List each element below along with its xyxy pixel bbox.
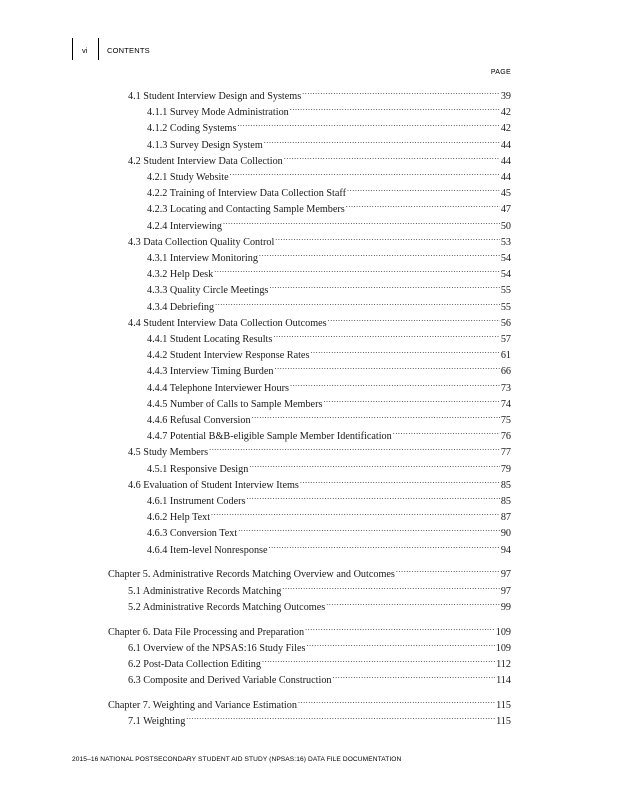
- toc-entry-page: 87: [500, 512, 511, 524]
- toc-entry[interactable]: [147, 456, 511, 475]
- toc-entry[interactable]: [128, 667, 511, 687]
- toc-entry-page: 44: [500, 155, 511, 167]
- toc-entry-page: 54: [500, 253, 511, 264]
- dot-leader: [264, 132, 500, 148]
- dot-leader: [305, 619, 495, 635]
- dot-leader: [211, 504, 500, 520]
- toc-entry-page: 109: [495, 626, 511, 638]
- toc-entry-title: 4.4.1 Student Locating Results: [147, 334, 273, 345]
- toc-entry-page: 57: [500, 334, 511, 345]
- toc-entry-title: 4.3.2 Help Desk: [147, 269, 214, 281]
- dot-leader: [238, 520, 500, 536]
- dot-leader: [326, 594, 500, 610]
- dot-leader: [328, 310, 500, 326]
- toc-entry[interactable]: [147, 504, 511, 524]
- toc-entry-page: 115: [496, 716, 511, 728]
- dot-leader: [246, 488, 499, 504]
- toc-entry-page: 42: [500, 123, 511, 135]
- toc-entry-title: 4.4.3 Interview Timing Burden: [147, 366, 274, 378]
- toc-entry[interactable]: [147, 391, 511, 410]
- toc-entry-title: 4.1.2 Coding Systems: [147, 123, 237, 135]
- dot-leader: [223, 213, 500, 229]
- toc-entry[interactable]: [128, 635, 511, 654]
- toc-entry[interactable]: [147, 407, 511, 426]
- dot-leader: [282, 578, 499, 594]
- toc-entry-title: 5.2 Administrative Records Matching Outcomes: [128, 601, 326, 613]
- dot-leader: [262, 651, 495, 667]
- toc-entry[interactable]: [147, 213, 511, 232]
- dot-leader: [269, 277, 499, 293]
- toc-entry-title: 4.6.3 Conversion Text: [147, 528, 238, 540]
- toc-entry-page: 44: [500, 172, 511, 183]
- toc-entry-title: 4.3.3 Quality Circle Meetings: [147, 285, 269, 297]
- dot-leader: [333, 667, 496, 683]
- toc-entry-page: 75: [500, 415, 511, 426]
- dot-leader: [249, 456, 500, 472]
- toc-entry[interactable]: [147, 520, 511, 540]
- dot-leader: [275, 358, 500, 374]
- toc-entry[interactable]: [147, 180, 511, 200]
- dot-leader: [252, 407, 500, 423]
- toc-entry-title: 4.2.1 Study Website: [147, 172, 229, 183]
- toc-entry-title: 4.4.2 Student Interview Response Rates: [147, 350, 310, 362]
- dot-leader: [214, 261, 500, 277]
- toc-entry-title: Chapter 5. Administrative Records Matching Overview and Outcomes: [108, 569, 395, 581]
- dot-leader: [259, 245, 500, 261]
- toc-entry-title: 4.1 Student Interview Design and Systems: [128, 91, 302, 102]
- toc-entry[interactable]: [128, 439, 511, 459]
- toc-entry-title: 4.4.4 Telephone Interviewer Hours: [147, 382, 289, 394]
- dot-leader: [306, 635, 494, 651]
- toc-entry[interactable]: [147, 132, 511, 151]
- toc-entry[interactable]: [147, 375, 511, 394]
- toc-entry-title: 4.3.4 Debriefing: [147, 301, 215, 313]
- toc-entry[interactable]: [147, 99, 511, 119]
- toc-entry[interactable]: [128, 229, 511, 248]
- toc-entry-title: 4.1.3 Survey Design System: [147, 139, 263, 151]
- dot-leader: [290, 375, 500, 391]
- page-footer: 2015–16 NATIONAL POSTSECONDARY STUDENT AID STUDY (NPSAS:16) DATA FILE DOCUMENTATION: [72, 756, 402, 763]
- toc-entry-page: 77: [500, 447, 511, 459]
- toc-entry[interactable]: [147, 423, 511, 443]
- toc-entry-title: 4.6.4 Item-level Nonresponse: [147, 544, 268, 556]
- toc-entry-page: 54: [500, 269, 511, 281]
- toc-entry-page: 79: [500, 463, 511, 475]
- toc-entry[interactable]: [128, 578, 511, 597]
- dot-leader: [300, 472, 500, 488]
- dot-leader: [237, 115, 499, 131]
- toc-entry-page: 97: [500, 585, 511, 597]
- dot-leader: [310, 342, 499, 358]
- toc-entry-page: 90: [500, 528, 511, 540]
- toc-entry-page: 97: [500, 569, 511, 581]
- toc-chapter-entry[interactable]: [108, 561, 511, 581]
- toc-entry[interactable]: [147, 115, 511, 135]
- toc-entry-title: 4.6.2 Help Text: [147, 512, 211, 524]
- toc-entry-title: Chapter 7. Weighting and Variance Estimation: [108, 700, 297, 711]
- toc-entry-page: 47: [500, 204, 511, 216]
- toc-entry[interactable]: [147, 164, 511, 183]
- toc-entry-page: 114: [496, 675, 511, 687]
- dot-leader: [290, 99, 500, 115]
- dot-leader: [298, 692, 495, 708]
- toc-chapter-entry[interactable]: [108, 619, 511, 638]
- toc-entry[interactable]: [147, 358, 511, 378]
- toc-entry[interactable]: [147, 488, 511, 507]
- toc-entry-title: 4.5.1 Responsive Design: [147, 463, 249, 475]
- toc-entry-title: 4.2.2 Training of Interview Data Collection Staff: [147, 188, 347, 200]
- toc-entry[interactable]: [147, 196, 511, 216]
- toc-chapter-entry[interactable]: [108, 692, 511, 711]
- header-rule-middle: [98, 38, 99, 60]
- header-section-title: CONTENTS: [107, 46, 150, 55]
- toc-entry-page: 76: [500, 431, 511, 443]
- toc-entry-page: 56: [500, 317, 511, 329]
- dot-leader: [275, 229, 500, 245]
- toc-entry-title: 6.2 Post-Data Collection Editing: [128, 659, 261, 670]
- toc-entry-page: 44: [500, 139, 511, 151]
- dot-leader: [347, 180, 500, 196]
- dot-leader: [284, 148, 500, 164]
- toc-entry-page: 85: [500, 496, 511, 507]
- toc-entry-page: 39: [500, 91, 511, 102]
- toc-entry-page: 74: [500, 398, 511, 410]
- toc-entry-title: 4.6.1 Instrument Coders: [147, 496, 246, 507]
- toc-entry[interactable]: [128, 472, 511, 491]
- dot-leader: [209, 439, 500, 455]
- toc-entry-title: 4.3 Data Collection Quality Control: [128, 236, 275, 248]
- toc-entry-page: 55: [500, 285, 511, 297]
- toc-entry-page: 45: [500, 188, 511, 200]
- toc-entry[interactable]: [147, 245, 511, 264]
- toc-entry[interactable]: [128, 651, 511, 670]
- toc-entry-title: 4.2.3 Locating and Contacting Sample Members: [147, 204, 345, 216]
- toc-entry-title: 4.5 Study Members: [128, 447, 209, 459]
- header-rule-left: [72, 38, 73, 60]
- toc-entry[interactable]: [128, 148, 511, 167]
- toc-entry-title: 4.4.5 Number of Calls to Sample Members: [147, 398, 323, 410]
- dot-leader: [186, 708, 495, 724]
- dot-leader: [323, 391, 499, 407]
- toc-entry-page: 94: [500, 544, 511, 556]
- toc-entry-title: 4.6 Evaluation of Student Interview Items: [128, 479, 299, 491]
- toc-entry-page: 66: [500, 366, 511, 378]
- dot-leader: [302, 83, 500, 99]
- toc-entry-page: 50: [500, 220, 511, 232]
- dot-leader: [396, 561, 500, 577]
- toc-entry-title: Chapter 6. Data File Processing and Preparation: [108, 626, 305, 638]
- dot-leader: [346, 196, 500, 212]
- toc-entry[interactable]: [147, 294, 511, 313]
- page-column-label: PAGE: [490, 69, 511, 76]
- dot-leader: [215, 294, 500, 310]
- toc-entry-title: 4.2.4 Interviewing: [147, 220, 222, 232]
- toc-entry-page: 73: [500, 382, 511, 394]
- toc-entry[interactable]: [128, 83, 511, 102]
- toc-entry-title: 4.4.6 Refusal Conversion: [147, 415, 251, 426]
- toc-entry-page: 42: [500, 107, 511, 119]
- toc-entry-title: 4.4 Student Interview Data Collection Outcomes: [128, 317, 327, 329]
- toc-entry[interactable]: [128, 310, 511, 329]
- toc-entry-page: 109: [495, 642, 511, 654]
- toc-entry[interactable]: [147, 537, 511, 556]
- header-page-number: vi: [82, 46, 88, 55]
- toc-entry[interactable]: [147, 326, 511, 345]
- toc-entry[interactable]: [147, 261, 511, 281]
- dot-leader: [230, 164, 500, 180]
- toc-entry-page: 55: [500, 301, 511, 313]
- toc-entry-page: 99: [500, 601, 511, 613]
- toc-entry[interactable]: [128, 594, 511, 613]
- toc-entry-title: 6.1 Overview of the NPSAS:16 Study Files: [128, 642, 306, 654]
- toc-entry[interactable]: [128, 708, 511, 728]
- toc-entry-title: 4.4.7 Potential B&B-eligible Sample Member Identification: [147, 431, 392, 443]
- toc-entry-page: 53: [500, 236, 511, 248]
- toc-entry-title: 7.1 Weighting: [128, 716, 186, 728]
- toc-entry-page: 112: [496, 659, 511, 670]
- toc-entry[interactable]: [147, 342, 511, 362]
- toc-entry-page: 85: [500, 479, 511, 491]
- toc-entry-page: 61: [500, 350, 511, 362]
- toc-entry[interactable]: [147, 277, 511, 297]
- dot-leader: [269, 537, 500, 553]
- toc-entry-title: 5.1 Administrative Records Matching: [128, 585, 282, 597]
- toc-entry-title: 6.3 Composite and Derived Variable Construction: [128, 675, 332, 687]
- dot-leader: [393, 423, 500, 439]
- toc-entry-page: 115: [496, 700, 511, 711]
- dot-leader: [273, 326, 499, 342]
- toc-entry-title: 4.2 Student Interview Data Collection: [128, 155, 283, 167]
- toc-entry-title: 4.3.1 Interview Monitoring: [147, 253, 258, 264]
- toc-entry-title: 4.1.1 Survey Mode Administration: [147, 107, 289, 119]
